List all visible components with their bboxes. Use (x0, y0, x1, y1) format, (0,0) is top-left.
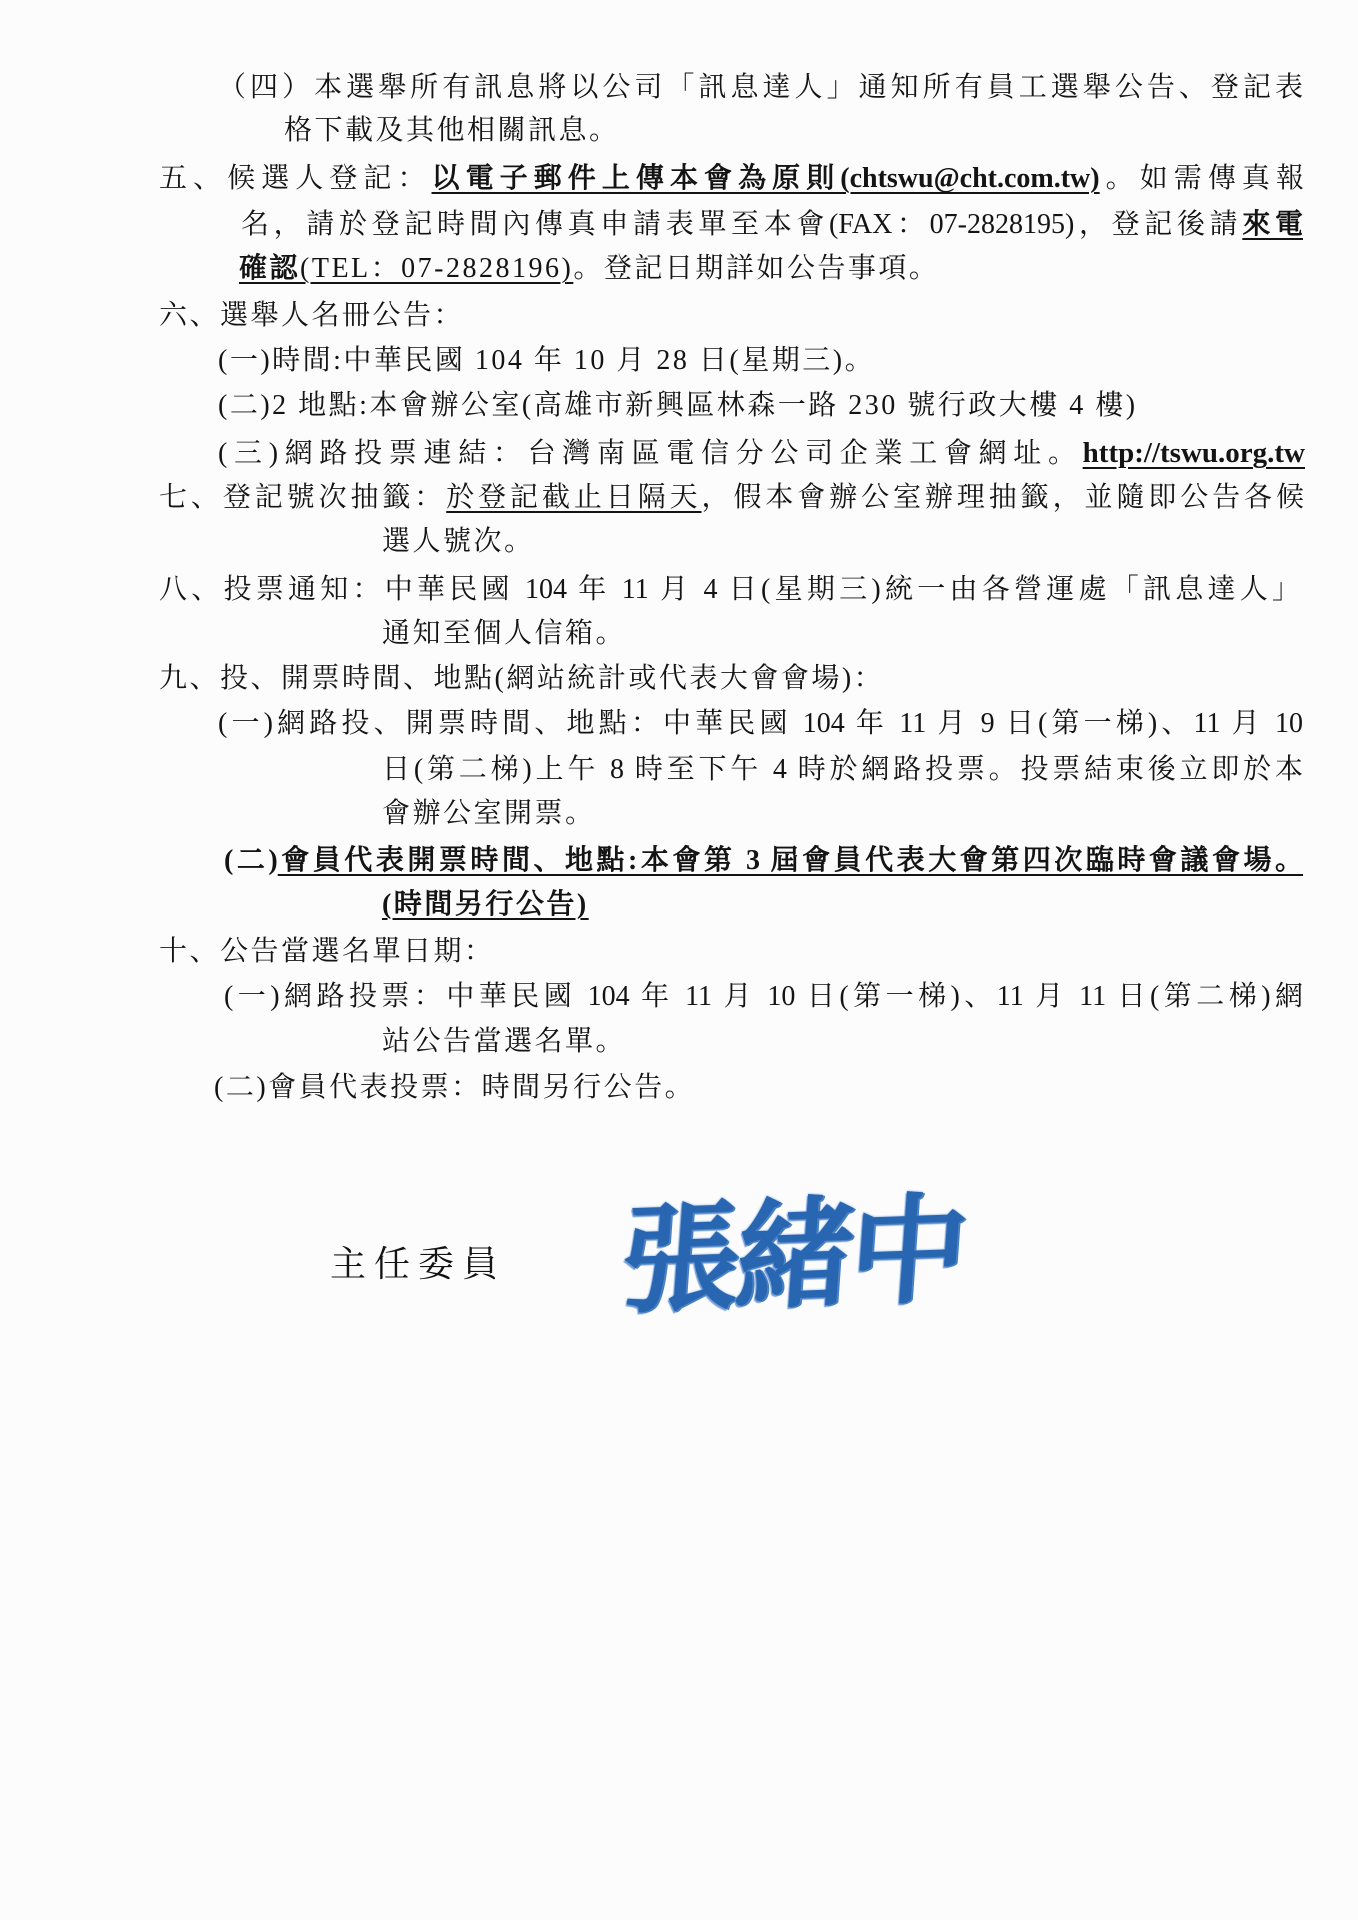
handwritten-signature: 張緒中 (617, 1178, 969, 1331)
section-6-item-1: (一)時間:中華民國 104 年 10 月 28 日(星期三)。 (218, 345, 876, 376)
confirm-emphasis: 確認 (239, 253, 301, 284)
section-7-line-2: 選人號次。 (382, 526, 535, 557)
section-5-line-2 (241, 205, 1303, 245)
section-9-heading: 九、投、開票時間、地點(網站統計或代表大會會場)： (159, 663, 885, 694)
representative-count-info: 會員代表開票時間、地點:本會第 3 屆會員代表大會第四次臨時會議會場。 (277, 845, 1304, 876)
call-emphasis: 來電 (1242, 209, 1303, 240)
section-9-item-1-line-3: 會辦公室開票。 (382, 798, 596, 829)
section-5-line-3 (239, 249, 939, 289)
voting-link-label: (三)網路投票連結：台灣南區電信分公司企業工會網址。 (218, 438, 1083, 469)
signatory-title: 主任委員 (330, 1244, 507, 1284)
item-4-line-2: 格下載及其他相關訊息。 (284, 115, 620, 146)
section-5-line-1 (159, 159, 1304, 199)
section-10-item-2: (二)會員代表投票：時間另行公告。 (214, 1072, 696, 1103)
section-10-heading: 十、公告當選名單日期： (159, 936, 495, 967)
item-2-marker: (二) (224, 845, 278, 876)
telephone-number: (TEL：07-2828196) (300, 253, 574, 284)
item-4-line-1: （四）本選舉所有訊息將以公司「訊息達人」通知所有員工選舉公告、登記表 (218, 72, 1303, 103)
section-5-heading: 五、候選人登記： (159, 163, 432, 194)
section-10-item-1-line-1: (一)網路投票：中華民國 104 年 11 月 10 日(第一梯)、11 月 11 日(第二梯)網 (224, 981, 1303, 1012)
email-upload-rule: 以電子郵件上傳本會為原則(chtswu@cht.com.tw) (431, 163, 1100, 194)
fax-intro-text: 。如需傳真報 (1099, 163, 1304, 194)
section-7-heading: 七、登記號次抽籤： (159, 482, 447, 513)
section-6-item-2: (二)2 地點:本會辦公室(高雄市新興區林森一路 230 號行政大樓 4 樓) (218, 390, 1138, 421)
section-9-item-2-line-1 (224, 841, 1303, 881)
section-9-item-1-line-1: (一)網路投、開票時間、地點：中華民國 104 年 11 月 9 日(第一梯)、11 月 10 (218, 708, 1303, 739)
fax-instructions: 名，請於登記時間內傳真申請表單至本會(FAX：07-2828195)，登記後請 (241, 209, 1243, 240)
section-8-line-1: 八、投票通知：中華民國 104 年 11 月 4 日(星期三)統一由各營運處「訊息達人」 (159, 574, 1300, 605)
section-10-item-1-line-2: 站公告當選名單。 (382, 1026, 627, 1057)
section-7-line-1 (159, 478, 1304, 518)
draw-description: ，假本會辦公室辦理抽籤，並隨即公告各候 (701, 482, 1304, 513)
website-url: http://tswu.org.tw (1082, 437, 1305, 469)
section-9-item-1-line-2: 日(第二梯)上午 8 時至下午 4 時於網路投票。投票結束後立即於本 (382, 754, 1303, 785)
section-6-item-3 (218, 433, 1305, 473)
section-8-line-2: 通知至個人信箱。 (382, 618, 627, 649)
section-6-heading: 六、選舉人名冊公告： (159, 300, 465, 331)
registration-date-note: 。登記日期詳如公告事項。 (573, 253, 940, 284)
draw-date-emphasis: 於登記截止日隔天 (446, 482, 702, 513)
section-9-item-2-line-2: (時間另行公告) (382, 889, 589, 920)
